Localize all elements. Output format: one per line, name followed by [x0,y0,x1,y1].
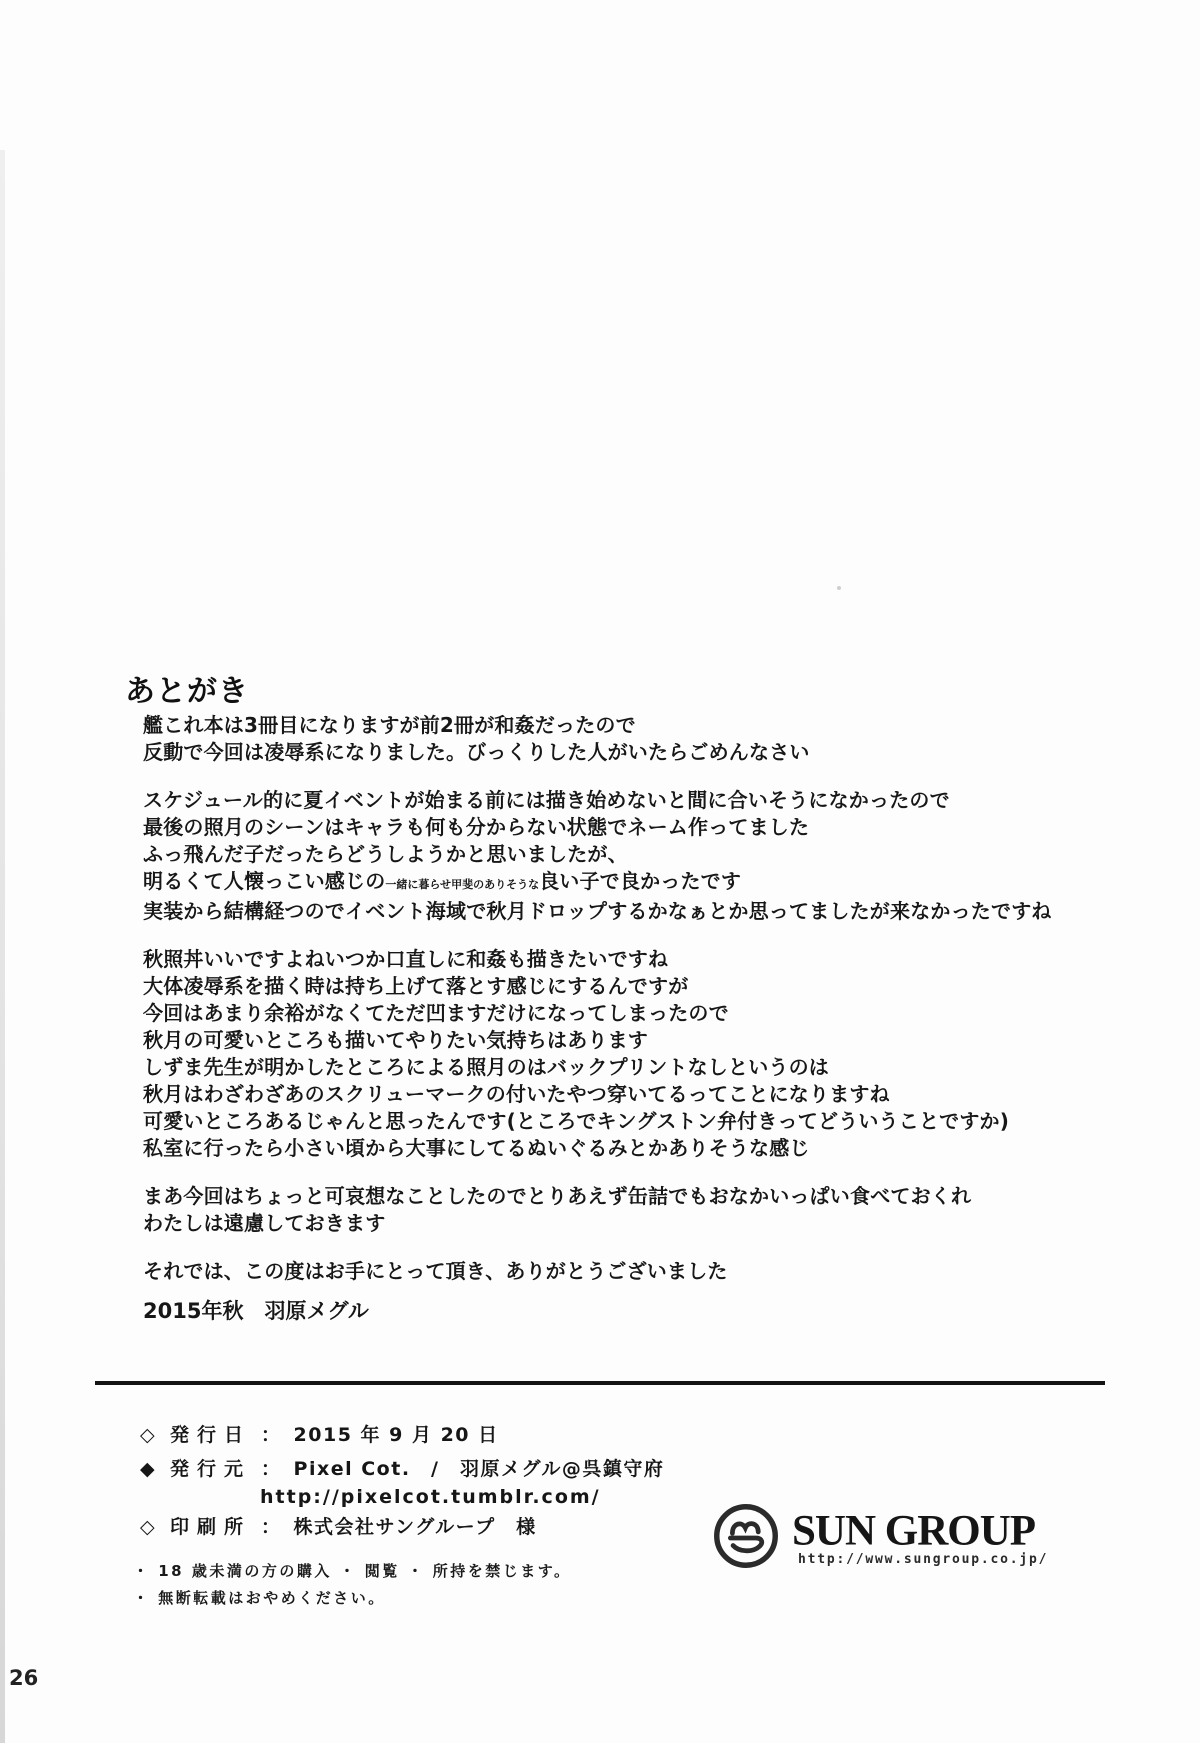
text-line: 可愛いところあるじゃんと思ったんです(ところでキングストン弁付きってどういうことですか) [143,1109,1010,1133]
text-line: わたしは遠慮しておきます [143,1211,386,1235]
author-signature: 2015年秋 羽原メグル [143,1299,369,1323]
text-line: 最後の照月のシーンはキャラも何も分からない状態でネーム作ってました [143,815,810,839]
paragraph-2 [143,787,1093,925]
text-line: 今回はあまり余裕がなくてただ凹ますだけになってしまったので [143,1001,729,1025]
age-restriction-note: ・ 18 歳未満の方の購入 ・ 閲覧 ・ 所持を禁じます。 [133,1562,572,1580]
colophon-separator: ： [261,1516,282,1538]
colophon-row-printer [140,1512,537,1539]
text-line-with-aside [143,868,1093,898]
colophon-value: 株式会社サングループ 様 [293,1516,537,1538]
text-line: 秋月はわざわざあのスクリューマークの付いたやつ穿いてるってことになりますね [143,1082,890,1106]
open-diamond-icon: ◇ [140,1516,155,1538]
text-segment: 良い子で良かったです [539,869,742,893]
colophon-value: 2015 年 9 月 20 日 [293,1424,499,1446]
page-number: 26 [9,1666,39,1690]
afterword-title: あとがき [125,674,249,709]
inline-small-aside: 一緒に暮らせ甲斐のありそうな [385,878,540,891]
open-diamond-icon: ◇ [140,1424,155,1446]
scan-speck [837,586,841,590]
text-line: 大体凌辱系を描く時は持ち上げて落とす感じにするんですが [143,974,689,998]
text-line: スケジュール的に夏イベントが始まる前には描き始めないと間に合いそうになかったので [143,788,950,812]
text-line: 実装から結構経つのでイベント海域で秋月ドロップするかなぁとか思ってましたが来なかったですね [143,899,1052,923]
text-line: まあ今回はちょっと可哀想なことしたのでとりあえず缶詰でもおなかいっぱい食べておくれ [143,1184,972,1208]
paragraph-4 [143,1183,1093,1237]
text-line: 秋月の可愛いところも描いてやりたい気持ちはあります [143,1028,648,1052]
afterword-body [143,712,1093,1306]
scan-edge-artifact [0,150,5,1743]
text-line: しずま先生が明かしたところによる照月のはバックプリントなしというのは [143,1055,829,1079]
publisher-url: http://pixelcot.tumblr.com/ [260,1486,601,1508]
paragraph-closing [143,1258,1093,1285]
text-segment: 明るくて人懐っこい感じの [143,869,386,893]
filled-diamond-icon: ◆ [140,1458,155,1480]
text-line: 私室に行ったら小さい頃から大事にしてるぬいぐるみとかありそうな感じ [143,1136,810,1160]
colophon-row-publisher [140,1454,664,1481]
colophon-row-publish-date [140,1420,499,1447]
colophon-separator: ： [261,1458,282,1480]
text-line: ふっ飛んだ子だったらどうしようかと思いましたが、 [143,842,628,866]
colophon-separator: ： [261,1424,282,1446]
colophon-label: 印刷所 [170,1516,252,1538]
sun-group-wordmark: SUN GROUP [792,1506,1036,1555]
no-reproduction-note: ・ 無断転載はおやめください。 [133,1589,386,1607]
colophon-label: 発行元 [170,1458,252,1480]
section-divider [95,1381,1105,1385]
colophon-label: 発行日 [170,1424,252,1446]
text-line: それでは、この度はお手にとって頂き、ありがとうございました [143,1259,728,1283]
paragraph-1 [143,712,1093,766]
sun-group-logo [712,1500,1049,1576]
paragraph-3 [143,946,1093,1162]
colophon-value: Pixel Cot. / 羽原メグル@呉鎮守府 [293,1458,665,1480]
text-line: 反動で今回は凌辱系になりました。びっくりした人がいたらごめんなさい [143,740,810,764]
text-line: 艦これ本は3冊目になりますが前2冊が和姦だったので [143,713,636,737]
sun-group-url: http://www.sungroup.co.jp/ [798,1552,1049,1567]
text-line: 秋照丼いいですよねいつか口直しに和姦も描きたいですね [143,947,669,971]
sun-group-monogram-icon [712,1502,780,1570]
